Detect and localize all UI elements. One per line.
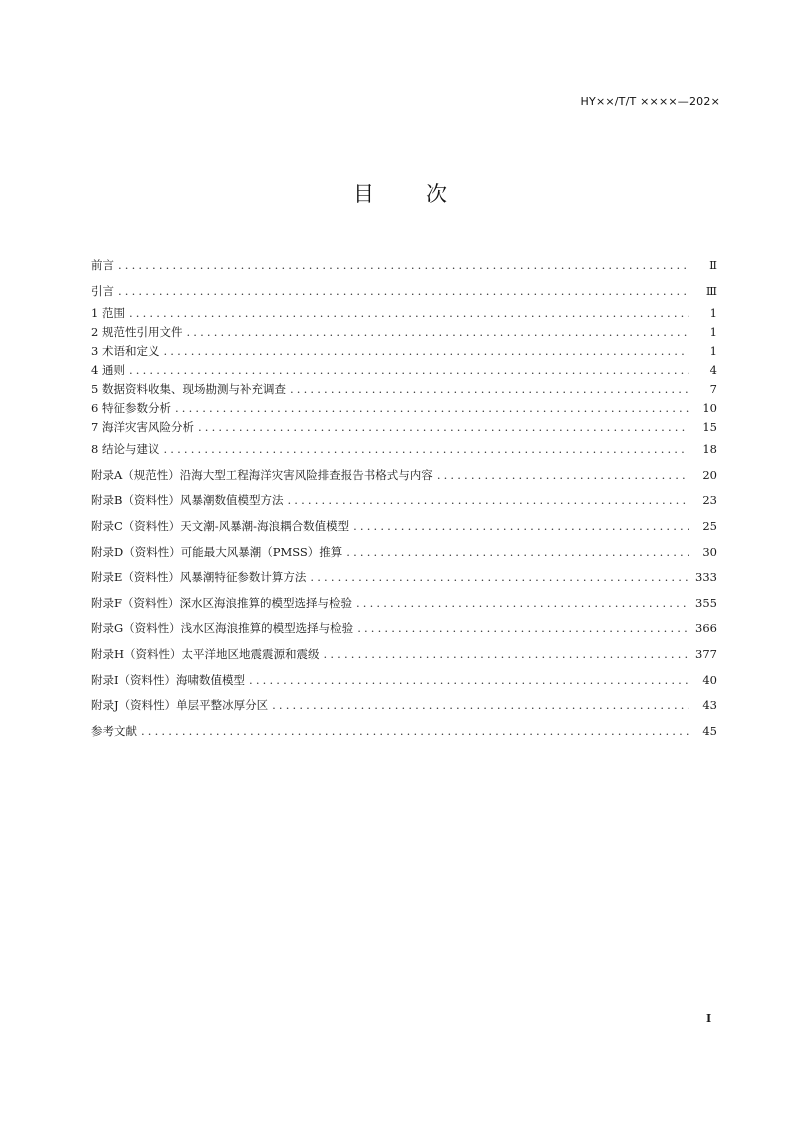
toc-entry-label: 6 特征参数分析 bbox=[91, 401, 171, 416]
toc-entry-page: 10 bbox=[702, 401, 717, 416]
toc-entry-page: 25 bbox=[702, 518, 717, 533]
toc-entry-label: 附录A（规范性）沿海大型工程海洋灾害风险排查报告书格式与内容 bbox=[91, 467, 433, 482]
toc-entry-foreword[interactable] bbox=[91, 253, 717, 279]
toc-entry-normative-references[interactable] bbox=[91, 323, 717, 342]
toc-title-char-1: 目 bbox=[353, 182, 374, 206]
toc-entry-page: 355 bbox=[695, 595, 717, 610]
toc-entry-page: Ⅲ bbox=[705, 283, 717, 298]
toc-entry-label: 附录E（资料性）风暴潮特征参数计算方法 bbox=[91, 570, 307, 585]
dot-leader bbox=[163, 342, 689, 361]
toc-entry-label: 参考文献 bbox=[91, 723, 137, 738]
toc-entry-appendix-g[interactable] bbox=[91, 616, 717, 642]
toc-entry-scope[interactable] bbox=[91, 304, 717, 323]
dot-leader bbox=[357, 616, 689, 642]
toc-entry-label: 附录I（资料性）海啸数值模型 bbox=[91, 672, 246, 687]
dot-leader bbox=[141, 719, 689, 745]
table-of-contents bbox=[91, 253, 717, 744]
toc-entry-label: 5 数据资料收集、现场勘测与补充调查 bbox=[91, 382, 286, 397]
dot-leader bbox=[198, 418, 689, 437]
dot-leader bbox=[129, 304, 689, 323]
dot-leader bbox=[186, 323, 689, 342]
toc-entry-page: 40 bbox=[702, 672, 717, 687]
toc-entry-appendix-c[interactable] bbox=[91, 514, 717, 540]
dot-leader bbox=[129, 361, 689, 380]
toc-entry-page: 15 bbox=[702, 420, 717, 435]
toc-entry-page: 333 bbox=[695, 570, 717, 585]
dot-leader bbox=[287, 488, 689, 514]
toc-entry-label: 附录B（资料性）风暴潮数值模型方法 bbox=[91, 493, 284, 508]
toc-entry-page: 366 bbox=[695, 621, 717, 636]
toc-entry-risk-analysis[interactable] bbox=[91, 418, 717, 437]
toc-entry-label: 附录D（资料性）可能最大风暴潮（PMSS）推算 bbox=[91, 544, 343, 559]
dot-leader bbox=[324, 642, 689, 668]
document-code: HY××/T/T ××××—202× bbox=[580, 95, 720, 108]
toc-entry-data-collection[interactable] bbox=[91, 380, 717, 399]
toc-entry-terms-definitions[interactable] bbox=[91, 342, 717, 361]
toc-entry-label: 3 术语和定义 bbox=[91, 344, 160, 359]
dot-leader bbox=[249, 668, 689, 694]
dot-leader bbox=[353, 514, 689, 540]
toc-entry-page: 30 bbox=[702, 544, 717, 559]
toc-entry-label: 2 规范性引用文件 bbox=[91, 325, 183, 340]
toc-entry-label: 前言 bbox=[91, 258, 114, 272]
toc-entry-appendix-i[interactable] bbox=[91, 668, 717, 694]
toc-entry-label: 引言 bbox=[91, 283, 114, 298]
toc-entry-page: 1 bbox=[709, 306, 717, 321]
dot-leader bbox=[163, 437, 689, 463]
toc-entry-page: 18 bbox=[702, 442, 717, 457]
toc-entry-appendix-j[interactable] bbox=[91, 693, 717, 719]
toc-entry-appendix-a[interactable] bbox=[91, 463, 717, 489]
toc-entry-label: 附录G（资料性）浅水区海浪推算的模型选择与检验 bbox=[91, 621, 354, 636]
toc-entry-label: 附录J（资料性）单层平整冰厚分区 bbox=[91, 698, 269, 713]
toc-entry-page: 1 bbox=[709, 344, 717, 359]
dot-leader bbox=[118, 279, 689, 305]
page-number: I bbox=[706, 1012, 712, 1025]
toc-entry-page: 20 bbox=[702, 467, 717, 482]
toc-entry-general-rules[interactable] bbox=[91, 361, 717, 380]
toc-entry-appendix-h[interactable] bbox=[91, 642, 717, 668]
toc-title-char-2: 次 bbox=[426, 182, 447, 206]
toc-entry-page: 7 bbox=[709, 382, 717, 397]
toc-entry-page: 43 bbox=[702, 698, 717, 713]
dot-leader bbox=[272, 693, 689, 719]
toc-entry-appendix-f[interactable] bbox=[91, 591, 717, 617]
dot-leader bbox=[346, 540, 689, 566]
dot-leader bbox=[356, 591, 689, 617]
dot-leader bbox=[175, 399, 689, 418]
toc-entry-page: 23 bbox=[702, 493, 717, 508]
toc-entry-label: 1 范围 bbox=[91, 306, 125, 321]
toc-entry-parameter-analysis[interactable] bbox=[91, 399, 717, 418]
toc-entry-page: Ⅱ bbox=[709, 258, 717, 272]
toc-entry-page: 1 bbox=[709, 325, 717, 340]
dot-leader bbox=[118, 253, 689, 279]
dot-leader bbox=[310, 565, 689, 591]
toc-entry-label: 附录F（资料性）深水区海浪推算的模型选择与检验 bbox=[91, 595, 352, 610]
toc-title bbox=[0, 178, 800, 208]
dot-leader bbox=[290, 380, 689, 399]
toc-entry-label: 8 结论与建议 bbox=[91, 442, 160, 457]
toc-entry-page: 377 bbox=[695, 646, 717, 661]
toc-entry-introduction[interactable] bbox=[91, 279, 717, 305]
toc-entry-label: 7 海洋灾害风险分析 bbox=[91, 420, 194, 435]
toc-entry-page: 45 bbox=[702, 723, 717, 738]
dot-leader bbox=[437, 463, 689, 489]
toc-entry-conclusions[interactable] bbox=[91, 437, 717, 463]
toc-entry-label: 4 通则 bbox=[91, 363, 125, 378]
toc-entry-appendix-e[interactable] bbox=[91, 565, 717, 591]
toc-entry-page: 4 bbox=[709, 363, 717, 378]
toc-entry-label: 附录H（资料性）太平洋地区地震震源和震级 bbox=[91, 646, 320, 661]
toc-entry-appendix-b[interactable] bbox=[91, 488, 717, 514]
toc-entry-references[interactable] bbox=[91, 719, 717, 745]
toc-entry-label: 附录C（资料性）天文潮-风暴潮-海浪耦合数值模型 bbox=[91, 518, 350, 533]
toc-entry-appendix-d[interactable] bbox=[91, 540, 717, 566]
